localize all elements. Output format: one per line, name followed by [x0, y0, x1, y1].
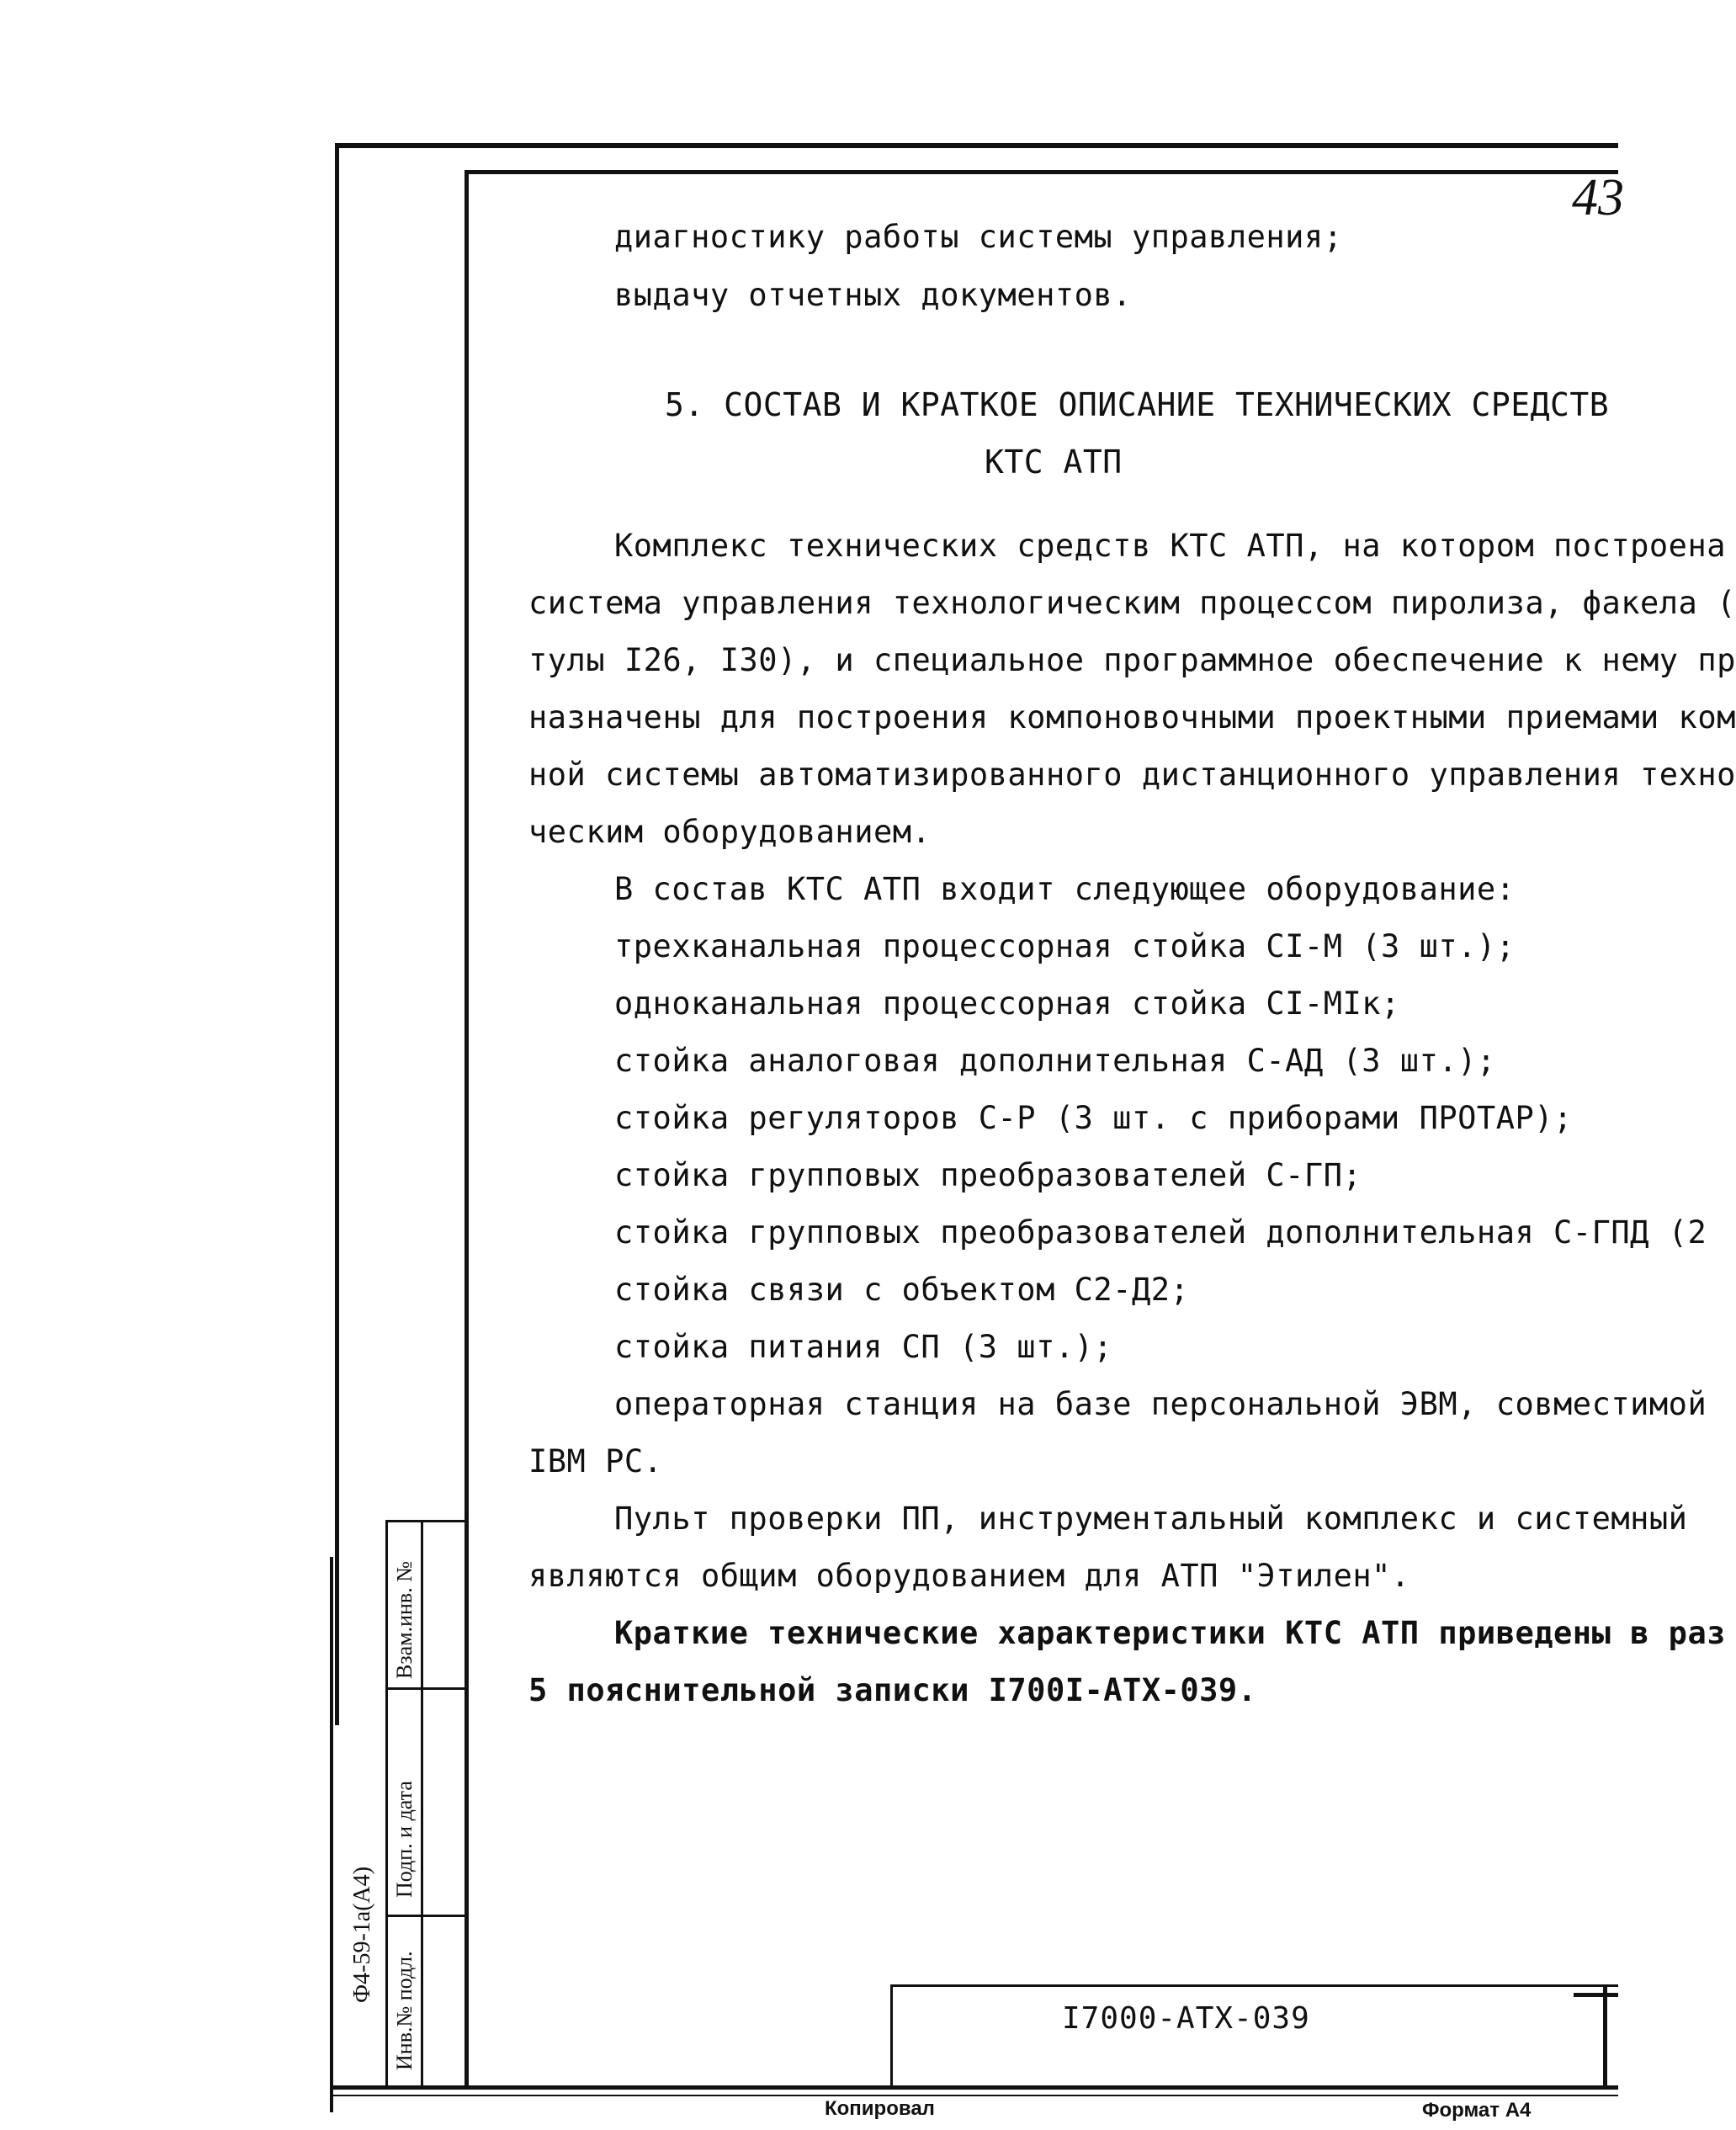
text-line: ной системы автоматизированного дистанционного управления техно: [528, 757, 1736, 793]
stamp-col-left: [385, 1522, 388, 2085]
form-code: Ф4-59-1а(А4): [349, 1866, 375, 2003]
title-block-top: [890, 1984, 1618, 1987]
stamp-div-2: [385, 1915, 466, 1917]
text-line: 5 пояснительной записки I700I-АТХ-039.: [528, 1672, 1257, 1708]
bottom-border-2: [330, 2095, 1618, 2096]
text-line: диагностику работы системы управления;: [614, 219, 1343, 255]
list-item: трехканальная процессорная стойка CI-M (3 шт.);: [614, 928, 1516, 964]
section-heading-cont: КТС АТП: [985, 444, 1123, 481]
stamp-col-mid: [421, 1522, 423, 2085]
section-heading: 5. СОСТАВ И КРАТКОЕ ОПИСАНИЕ ТЕХНИЧЕСКИХ СРЕДСТВ: [665, 386, 1610, 423]
text-line: IBM PC.: [528, 1443, 663, 1479]
list-item: стойка аналоговая дополнительная С-АД (3 шт.);: [614, 1043, 1496, 1079]
outer-frame-bottom-left: [330, 1557, 333, 2112]
title-block-top-2: [1574, 1993, 1618, 1997]
stamp-div-1: [385, 1687, 466, 1690]
inner-frame-top: [465, 170, 1618, 174]
footer-format: Формат А4: [1422, 2099, 1532, 2122]
stamp-inv-podl: Инв.№ подл.: [392, 1951, 417, 2070]
outer-frame-top: [335, 143, 1618, 148]
title-block-right: [1603, 1984, 1607, 2087]
document-number: I7000-АТХ-039: [1062, 2001, 1310, 2036]
stamp-podp-data: Подп. и дата: [392, 1781, 417, 1898]
text-line: В состав КТС АТП входит следующее оборудование:: [614, 871, 1516, 907]
outer-frame-left: [335, 143, 339, 1725]
page-number: 43: [1572, 169, 1624, 226]
stamp-vzam-inv: Взам.инв. №: [392, 1560, 417, 1679]
bottom-border: [330, 2085, 1618, 2090]
text-line: Пульт проверки ПП, инструментальный комплекс и системный: [614, 1501, 1688, 1537]
text-line: являются общим оборудованием для АТП "Этилен".: [528, 1558, 1410, 1594]
stamp-top: [385, 1520, 466, 1522]
text-line: тулы I26, I30), и специальное программное обеспечение к нему пр: [528, 642, 1736, 678]
list-item: операторная станция на базе персональной ЭВМ, совместимой: [614, 1386, 1707, 1422]
list-item: стойка связи с объектом С2-Д2;: [614, 1272, 1190, 1308]
inner-frame-left: [465, 170, 469, 2087]
list-item: стойка групповых преобразователей С-ГП;: [614, 1157, 1362, 1193]
list-item: стойка регуляторов С-Р (3 шт. с приборами ПРОТАР);: [614, 1100, 1573, 1136]
text-line: выдачу отчетных документов.: [614, 277, 1132, 313]
list-item: стойка групповых преобразователей дополнительная С-ГПД (2: [614, 1214, 1707, 1251]
title-block-left: [890, 1984, 893, 2087]
text-line: Краткие технические характеристики КТС АТП приведены в раз: [614, 1615, 1727, 1651]
footer-copied: Копировал: [825, 2097, 935, 2120]
text-line: назначены для построения компоновочными проектными приемами ком: [528, 699, 1736, 736]
text-line: Комплекс технических средств КТС АТП, на котором построена: [614, 528, 1727, 564]
text-line: система управления технологическим процессом пиролиза, факела (: [528, 585, 1736, 621]
list-item: стойка питания СП (3 шт.);: [614, 1329, 1113, 1365]
list-item: одноканальная процессорная стойка CI-MIк;: [614, 985, 1400, 1022]
text-line: ческим оборудованием.: [528, 814, 932, 850]
